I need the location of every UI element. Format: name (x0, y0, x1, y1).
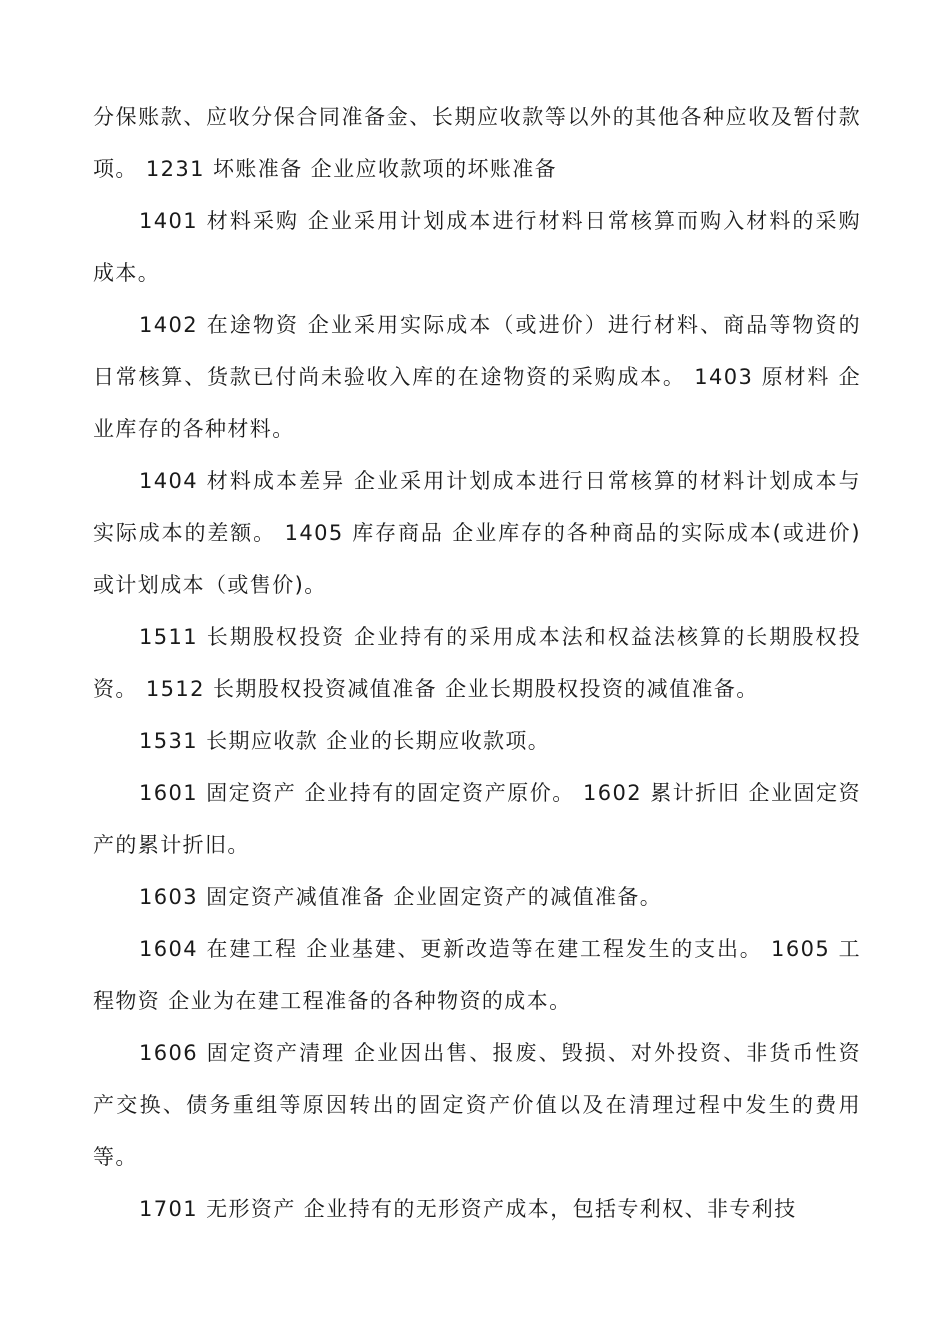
paragraph-1511: 1511 长期股权投资 企业持有的采用成本法和权益法核算的长期股权投资。 1512 长期股权投资减值准备 企业长期股权投资的减值准备。 (93, 625, 861, 701)
document-page (93, 91, 861, 1235)
paragraph-1402: 1402 在途物资 企业采用实际成本（或进价）进行材料、商品等物资的日常核算、货款已付尚未验收入库的在途物资的采购成本。 1403 原材料 企业库存的各种材料。 (93, 313, 861, 441)
paragraph-1601: 1601 固定资产 企业持有的固定资产原价。 1602 累计折旧 企业固定资产的累计折旧。 (93, 781, 861, 857)
paragraph-1701: 1701 无形资产 企业持有的无形资产成本，包括专利权、非专利技 (139, 1197, 797, 1221)
paragraph-1606: 1606 固定资产清理 企业因出售、报废、毁损、对外投资、非货币性资产交换、债务重组等原因转出的固定资产价值以及在清理过程中发生的费用等。 (93, 1041, 861, 1169)
paragraph-1604: 1604 在建工程 企业基建、更新改造等在建工程发生的支出。 1605 工程物资 企业为在建工程准备的各种物资的成本。 (93, 937, 861, 1013)
paragraph-1603: 1603 固定资产减值准备 企业固定资产的减值准备。 (139, 885, 663, 909)
paragraph-1401: 1401 材料采购 企业采用计划成本进行材料日常核算而购入材料的采购成本。 (93, 209, 861, 285)
paragraph-continuation: 分保账款、应收分保合同准备金、长期应收款等以外的其他各种应收及暂付款项。 1231 坏账准备 企业应收款项的坏账准备 (93, 105, 861, 181)
paragraph-1404: 1404 材料成本差异 企业采用计划成本进行日常核算的材料计划成本与实际成本的差额。 1405 库存商品 企业库存的各种商品的实际成本(或进价)或计划成本（或售价)。 (93, 469, 861, 597)
paragraph-1531: 1531 长期应收款 企业的长期应收款项。 (139, 729, 551, 753)
